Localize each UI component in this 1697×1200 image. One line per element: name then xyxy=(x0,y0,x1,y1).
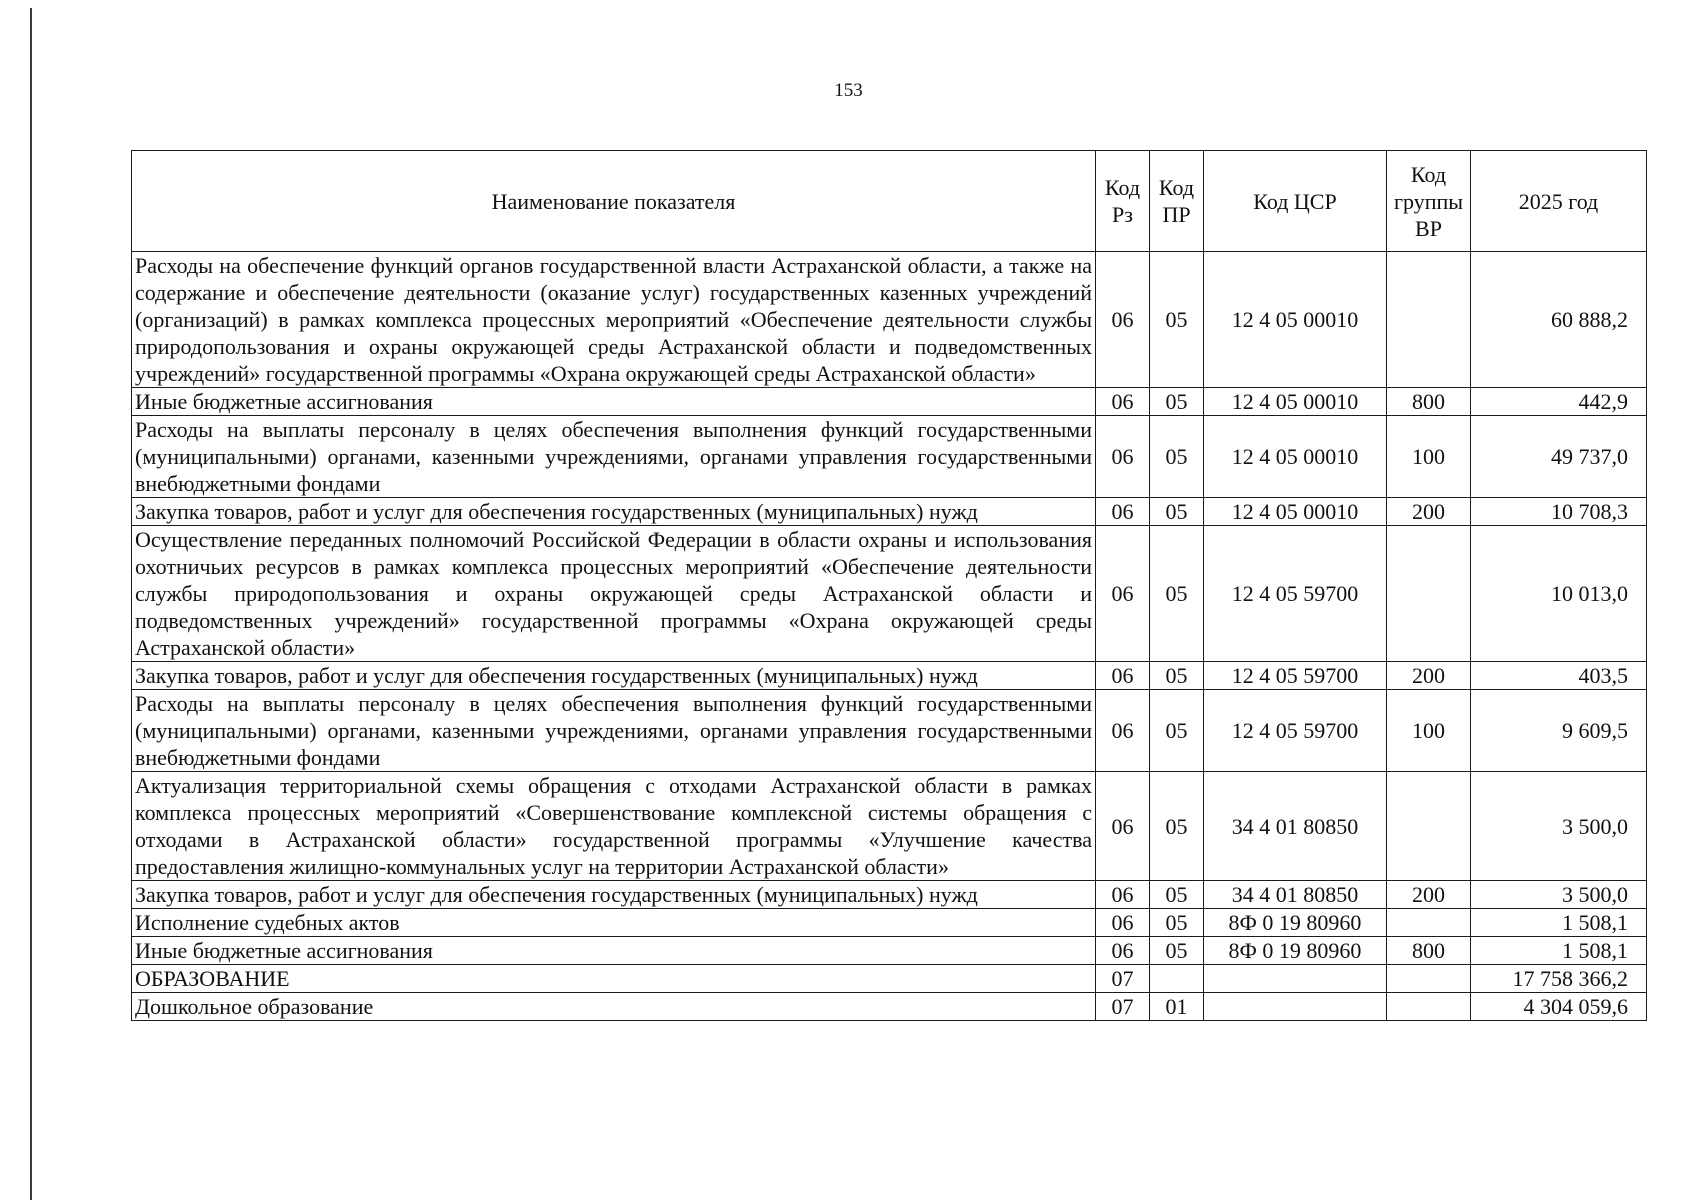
scan-edge-line xyxy=(30,8,32,1200)
row-name: Расходы на выплаты персоналу в целях обеспечения выполнения функций государственными (муниципальными) органами, казенными учреждениями, органами управления государственными внебюджетными фондами xyxy=(132,690,1096,772)
page-number: 153 xyxy=(834,80,863,101)
row-name: Иные бюджетные ассигнования xyxy=(132,388,1096,416)
row-rz: 06 xyxy=(1096,388,1150,416)
row-pr: 05 xyxy=(1150,772,1204,881)
row-amount: 49 737,0 xyxy=(1471,416,1647,498)
row-rz: 06 xyxy=(1096,526,1150,662)
row-csr: 12 4 05 00010 xyxy=(1204,388,1387,416)
row-vr xyxy=(1387,526,1471,662)
row-vr: 100 xyxy=(1387,416,1471,498)
table-row xyxy=(132,937,1647,965)
row-amount: 9 609,5 xyxy=(1471,690,1647,772)
row-vr: 200 xyxy=(1387,881,1471,909)
row-vr: 200 xyxy=(1387,662,1471,690)
row-csr: 34 4 01 80850 xyxy=(1204,881,1387,909)
row-rz: 06 xyxy=(1096,937,1150,965)
row-pr: 05 xyxy=(1150,388,1204,416)
row-rz: 06 xyxy=(1096,881,1150,909)
table-row xyxy=(132,965,1647,993)
table-row xyxy=(132,772,1647,881)
row-pr: 05 xyxy=(1150,526,1204,662)
row-csr: 12 4 05 00010 xyxy=(1204,416,1387,498)
header-rz: Код Рз xyxy=(1096,151,1150,252)
row-pr: 05 xyxy=(1150,498,1204,526)
row-amount: 60 888,2 xyxy=(1471,252,1647,388)
table-row xyxy=(132,416,1647,498)
table-row xyxy=(132,909,1647,937)
row-name: Закупка товаров, работ и услуг для обеспечения государственных (муниципальных) нужд xyxy=(132,662,1096,690)
row-csr: 12 4 05 59700 xyxy=(1204,690,1387,772)
row-vr xyxy=(1387,909,1471,937)
row-csr xyxy=(1204,993,1387,1021)
row-csr: 12 4 05 59700 xyxy=(1204,526,1387,662)
row-vr: 800 xyxy=(1387,937,1471,965)
row-name: ОБРАЗОВАНИЕ xyxy=(132,965,1096,993)
table-row xyxy=(132,252,1647,388)
row-pr: 05 xyxy=(1150,662,1204,690)
row-pr: 01 xyxy=(1150,993,1204,1021)
row-vr xyxy=(1387,772,1471,881)
row-name: Закупка товаров, работ и услуг для обеспечения государственных (муниципальных) нужд xyxy=(132,881,1096,909)
row-rz: 06 xyxy=(1096,772,1150,881)
row-pr: 05 xyxy=(1150,881,1204,909)
row-vr xyxy=(1387,993,1471,1021)
row-vr: 100 xyxy=(1387,690,1471,772)
row-amount: 442,9 xyxy=(1471,388,1647,416)
row-rz: 06 xyxy=(1096,690,1150,772)
row-amount: 4 304 059,6 xyxy=(1471,993,1647,1021)
row-vr xyxy=(1387,965,1471,993)
row-rz: 07 xyxy=(1096,965,1150,993)
row-name: Актуализация территориальной схемы обращения с отходами Астраханской области в рамках комплекса процессных мероприятий «Совершенствование комплексной системы обращения с отходами в Астраханской области» государственной программы «Улучшение качества предоставления жилищно-коммунальных услуг на территории Астраханской области» xyxy=(132,772,1096,881)
row-pr: 05 xyxy=(1150,416,1204,498)
row-pr: 05 xyxy=(1150,937,1204,965)
row-amount: 3 500,0 xyxy=(1471,881,1647,909)
row-csr: 34 4 01 80850 xyxy=(1204,772,1387,881)
row-vr xyxy=(1387,252,1471,388)
row-amount: 403,5 xyxy=(1471,662,1647,690)
row-pr: 05 xyxy=(1150,909,1204,937)
table-row xyxy=(132,498,1647,526)
row-amount: 1 508,1 xyxy=(1471,937,1647,965)
table-row xyxy=(132,388,1647,416)
budget-table xyxy=(131,150,1647,1021)
row-pr xyxy=(1150,965,1204,993)
row-rz: 06 xyxy=(1096,909,1150,937)
row-vr: 800 xyxy=(1387,388,1471,416)
row-name: Исполнение судебных актов xyxy=(132,909,1096,937)
row-amount: 17 758 366,2 xyxy=(1471,965,1647,993)
row-rz: 06 xyxy=(1096,662,1150,690)
row-amount: 3 500,0 xyxy=(1471,772,1647,881)
row-name: Расходы на обеспечение функций органов государственной власти Астраханской области, а также на содержание и обеспечение деятельности (оказание услуг) государственных казенных учреждений (организаций) в рамках комплекса процессных мероприятий «Обеспечение деятельности службы природопользования и охраны окружающей среды Астраханской области и подведомственных учреждений» государственной программы «Охрана окружающей среды Астраханской области» xyxy=(132,252,1096,388)
table-header-row xyxy=(132,151,1647,252)
row-name: Дошкольное образование xyxy=(132,993,1096,1021)
row-rz: 06 xyxy=(1096,498,1150,526)
row-rz: 06 xyxy=(1096,252,1150,388)
header-vr: Код группы ВР xyxy=(1387,151,1471,252)
row-csr xyxy=(1204,965,1387,993)
header-name: Наименование показателя xyxy=(132,151,1096,252)
header-csr: Код ЦСР xyxy=(1204,151,1387,252)
row-name: Иные бюджетные ассигнования xyxy=(132,937,1096,965)
row-rz: 07 xyxy=(1096,993,1150,1021)
table-row xyxy=(132,881,1647,909)
row-amount: 10 708,3 xyxy=(1471,498,1647,526)
row-csr: 12 4 05 59700 xyxy=(1204,662,1387,690)
row-csr: 8Ф 0 19 80960 xyxy=(1204,937,1387,965)
header-year: 2025 год xyxy=(1471,151,1647,252)
row-name: Осуществление переданных полномочий Российской Федерации в области охраны и использования охотничьих ресурсов в рамках комплекса процессных мероприятий «Обеспечение деятельности службы природопользования и охраны окружающей среды Астраханской области и подведомственных учреждений» государственной программы «Охрана окружающей среды Астраханской области» xyxy=(132,526,1096,662)
row-pr: 05 xyxy=(1150,252,1204,388)
table-row xyxy=(132,662,1647,690)
header-pr: Код ПР xyxy=(1150,151,1204,252)
row-name: Закупка товаров, работ и услуг для обеспечения государственных (муниципальных) нужд xyxy=(132,498,1096,526)
row-csr: 8Ф 0 19 80960 xyxy=(1204,909,1387,937)
row-name: Расходы на выплаты персоналу в целях обеспечения выполнения функций государственными (муниципальными) органами, казенными учреждениями, органами управления государственными внебюджетными фондами xyxy=(132,416,1096,498)
row-pr: 05 xyxy=(1150,690,1204,772)
row-rz: 06 xyxy=(1096,416,1150,498)
table-row xyxy=(132,690,1647,772)
row-csr: 12 4 05 00010 xyxy=(1204,252,1387,388)
row-amount: 1 508,1 xyxy=(1471,909,1647,937)
row-csr: 12 4 05 00010 xyxy=(1204,498,1387,526)
table-row xyxy=(132,526,1647,662)
row-vr: 200 xyxy=(1387,498,1471,526)
row-amount: 10 013,0 xyxy=(1471,526,1647,662)
table-row xyxy=(132,993,1647,1021)
